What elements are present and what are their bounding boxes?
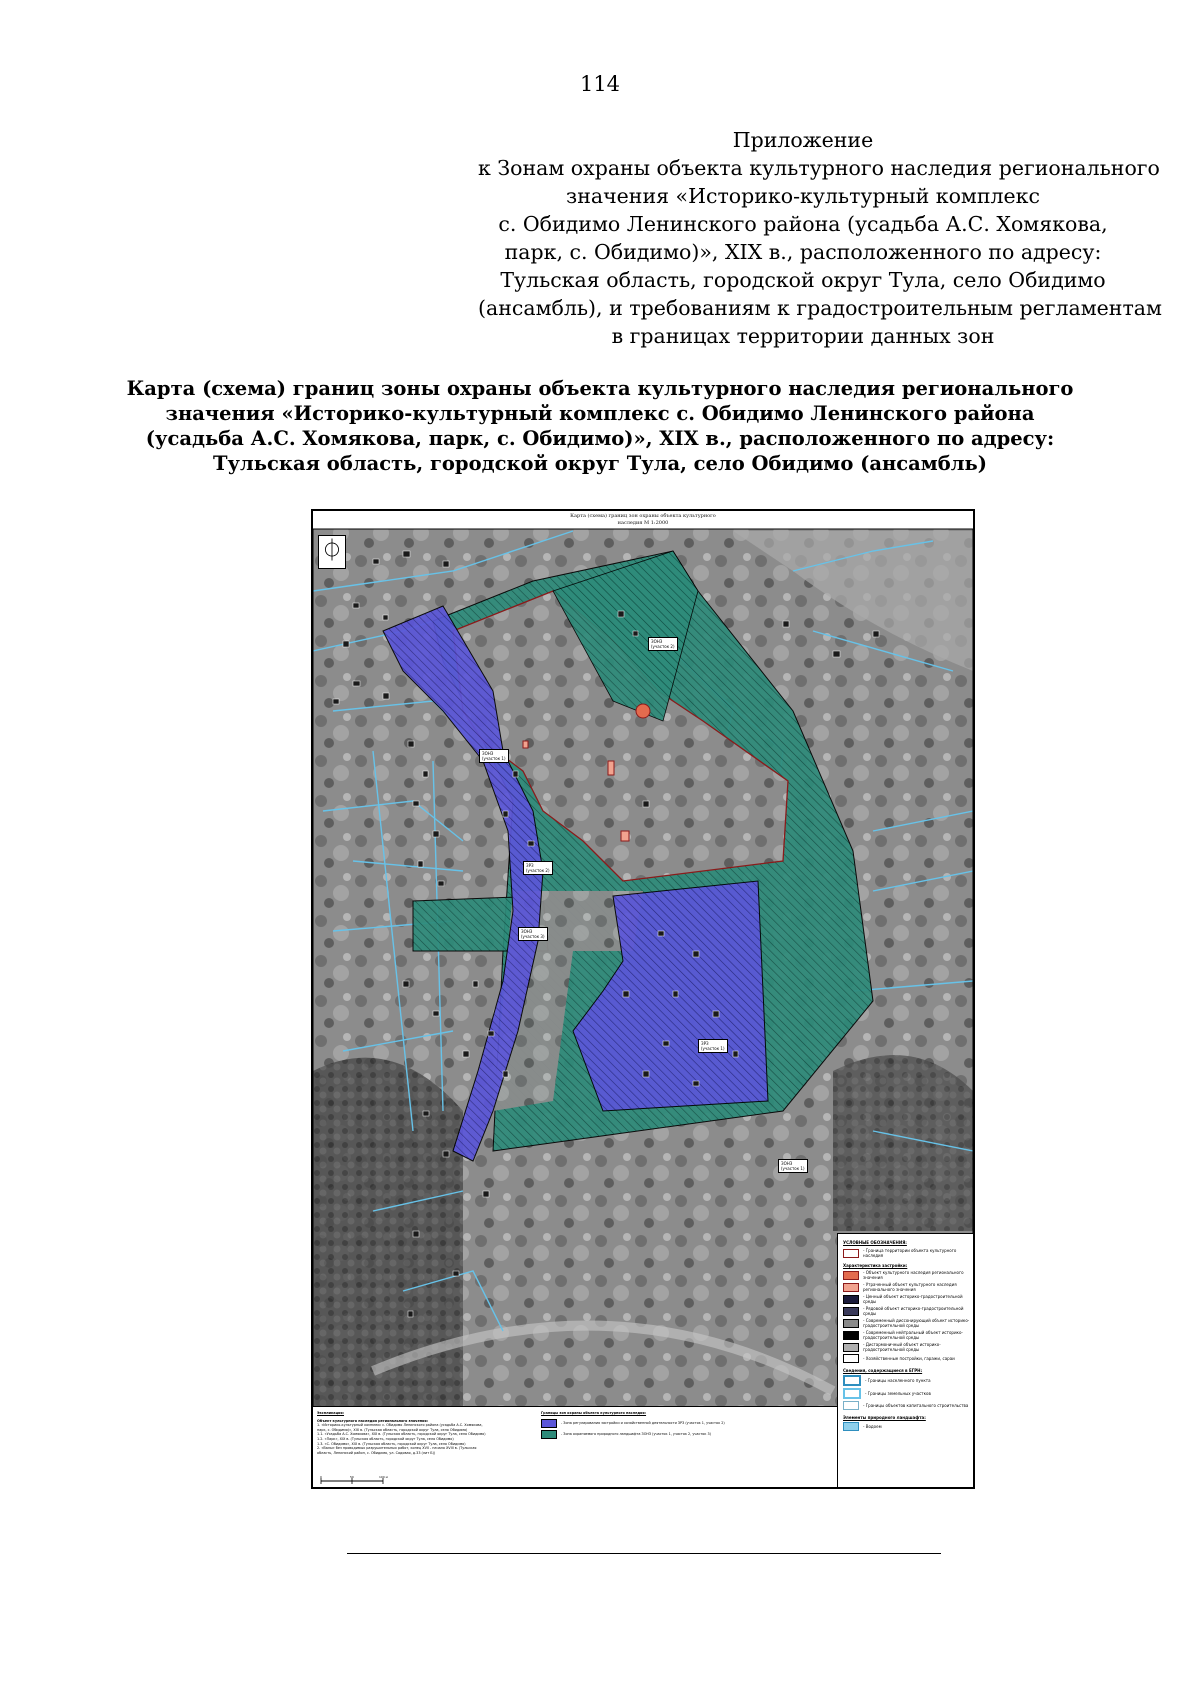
- zone-label: ЗРЗ (участок 2): [523, 861, 553, 875]
- explication: Экспликация: Объект культурного наследия регионального значения: 1. «Историко-культурный комплекс с. Обидимо Ленинского района (усадьба А.С. Хомякова, парк, с. Обидимо)», XIX в. (Тульская область, городской округ Тула, село Обидимо) 1.1. «Усадьба А.С. Хомякова», XIX в. (Тульская область, городской округ Тула, село Обидимо) 1.2. «Парк», XIX в. (Тульская область, городской округ Тула, село Обидимо) 1.3. «С. Обидимо», XIX в. (Тульская область, городской округ Тула, село Обидимо) 2. «Валы» без проводимых разрушительных работ, конец XVII - начало XVIII в. (Тульская область, Ленинский район, с. Обидимо, ул. Садовая, д.33 (лит Б)): [317, 1411, 486, 1455]
- zone-legend: Границы зон охраны объекта культурного наследия: - Зона регулирования застройки и хозяйственной деятельности ЗРЗ (участок 1, участок 2) - Зона охраняемого природного ландшафта ЗОНЗ (участок 1, участок 2, участок 3): [541, 1411, 831, 1441]
- map-legend: [837, 1233, 974, 1489]
- legend-swatch: [541, 1430, 557, 1439]
- zone-map: [311, 509, 975, 1489]
- map-title-line: Тульская область, городской округ Тула, село Обидимо (ансамбль): [213, 452, 987, 475]
- legend-swatch: [843, 1283, 859, 1292]
- page-number: 114: [579, 72, 621, 96]
- legend-swatch: [843, 1307, 859, 1316]
- legend-item: - Зона регулирования застройки и хозяйственной деятельности ЗРЗ (участок 1, участок 2): [541, 1419, 831, 1428]
- heritage-object-marker: [636, 704, 650, 718]
- legend-swatch: [843, 1375, 861, 1386]
- zone-label: ЗОНЗ (участок 1): [778, 1159, 808, 1173]
- legend-swatch: [843, 1422, 859, 1431]
- north-arrow-icon: ⏀: [318, 535, 346, 569]
- legend-swatch: [843, 1331, 859, 1340]
- legend-item: - Границы объектов капитального строительства: [843, 1401, 974, 1410]
- appendix-line: к Зонам охраны объекта культурного наследия регионального: [478, 156, 1160, 180]
- legend-swatch: [843, 1271, 859, 1280]
- appendix-line: значения «Историко-культурный комплекс: [566, 184, 1040, 208]
- legend-item: - Объект культурного наследия регионального значения: [843, 1270, 974, 1280]
- heritage-object-marker: [608, 761, 614, 775]
- legend-swatch: [843, 1295, 859, 1304]
- map-explication-panel: [313, 1406, 837, 1489]
- legend-item: - Дисгармоничный объект историко-градостроительной среды: [843, 1342, 974, 1352]
- map-title-line: Карта (схема) границ зоны охраны объекта культурного наследия регионального: [126, 377, 1074, 400]
- legend-item: - Ценный объект историко-градостроительной среды: [843, 1294, 974, 1304]
- legend-item: - Современный нейтральный объект историко-градостроительной среды: [843, 1330, 974, 1340]
- legend-item: - Утраченный объект культурного наследия регионального значения: [843, 1282, 974, 1292]
- legend-section: Сведения, содержащиеся в ЕГРН:: [843, 1368, 923, 1373]
- zone-label: ЗОНЗ (участок 1): [479, 749, 509, 763]
- map-header: Карта (схема) границ зон охраны объекта культурного наследия М 1:2000: [570, 513, 716, 526]
- legend-swatch: [843, 1249, 859, 1258]
- zone-label: ЗОНЗ (участок 2): [648, 637, 678, 651]
- legend-item: - Зона охраняемого природного ландшафта ЗОНЗ (участок 1, участок 2, участок 3): [541, 1430, 831, 1439]
- appendix-line: (ансамбль), и требованиям к градостроительным регламентам: [478, 296, 1162, 320]
- scale-label: 100 м: [379, 1475, 388, 1479]
- legend-section: Характеристика застройки:: [843, 1263, 908, 1268]
- appendix-heading: [478, 126, 1162, 350]
- scale-label: 50: [350, 1475, 354, 1479]
- map-title: [100, 376, 1100, 476]
- legend-item: - Границы земельных участков: [843, 1388, 974, 1399]
- legend-swatch: [843, 1354, 859, 1363]
- legend-swatch: [541, 1419, 557, 1428]
- legend-swatch: [843, 1343, 859, 1352]
- appendix-line: в границах территории данных зон: [611, 324, 995, 348]
- map-title-line: (усадьба А.С. Хомякова, парк, с. Обидимо)», XIX в., расположенного по адресу:: [145, 427, 1055, 450]
- appendix-line: парк, с. Обидимо)», XIX в., расположенного по адресу:: [504, 240, 1102, 264]
- legend-item: - Водоем: [843, 1422, 974, 1431]
- appendix-line: Тульская область, городской округ Тула, село Обидимо: [500, 268, 1106, 292]
- appendix-line: с. Обидимо Ленинского района (усадьба А.С. Хомякова,: [498, 212, 1108, 236]
- appendix-line: Приложение: [732, 128, 874, 152]
- legend-item: - Хозяйственные постройки, гаражи, сараи: [843, 1354, 974, 1363]
- zone-label: ЗОНЗ (участок 3): [518, 927, 548, 941]
- legend-swatch: [843, 1401, 859, 1410]
- map-title-line: значения «Историко-культурный комплекс с. Обидимо Ленинского района: [165, 402, 1035, 425]
- scale-label: 0: [320, 1475, 322, 1479]
- scale-bar: [319, 1475, 389, 1485]
- footer-rule: [347, 1553, 941, 1554]
- legend-item: - Границы населенного пункта: [843, 1375, 974, 1386]
- legend-swatch: [843, 1319, 859, 1328]
- zone-label: ЗРЗ (участок 1): [698, 1039, 728, 1053]
- legend-section: Элементы природного ландшафта:: [843, 1415, 926, 1420]
- heritage-object-marker: [621, 831, 629, 841]
- legend-swatch: [843, 1388, 861, 1399]
- legend-item: - Рядовой объект историко-градостроительной среды: [843, 1306, 974, 1316]
- legend-item: - Граница территории объекта культурного наследия: [843, 1248, 974, 1258]
- legend-title: УСЛОВНЫЕ ОБОЗНАЧЕНИЯ:: [843, 1240, 907, 1245]
- legend-item: - Современный диссонирующий объект историко-градостроительной среды: [843, 1318, 974, 1328]
